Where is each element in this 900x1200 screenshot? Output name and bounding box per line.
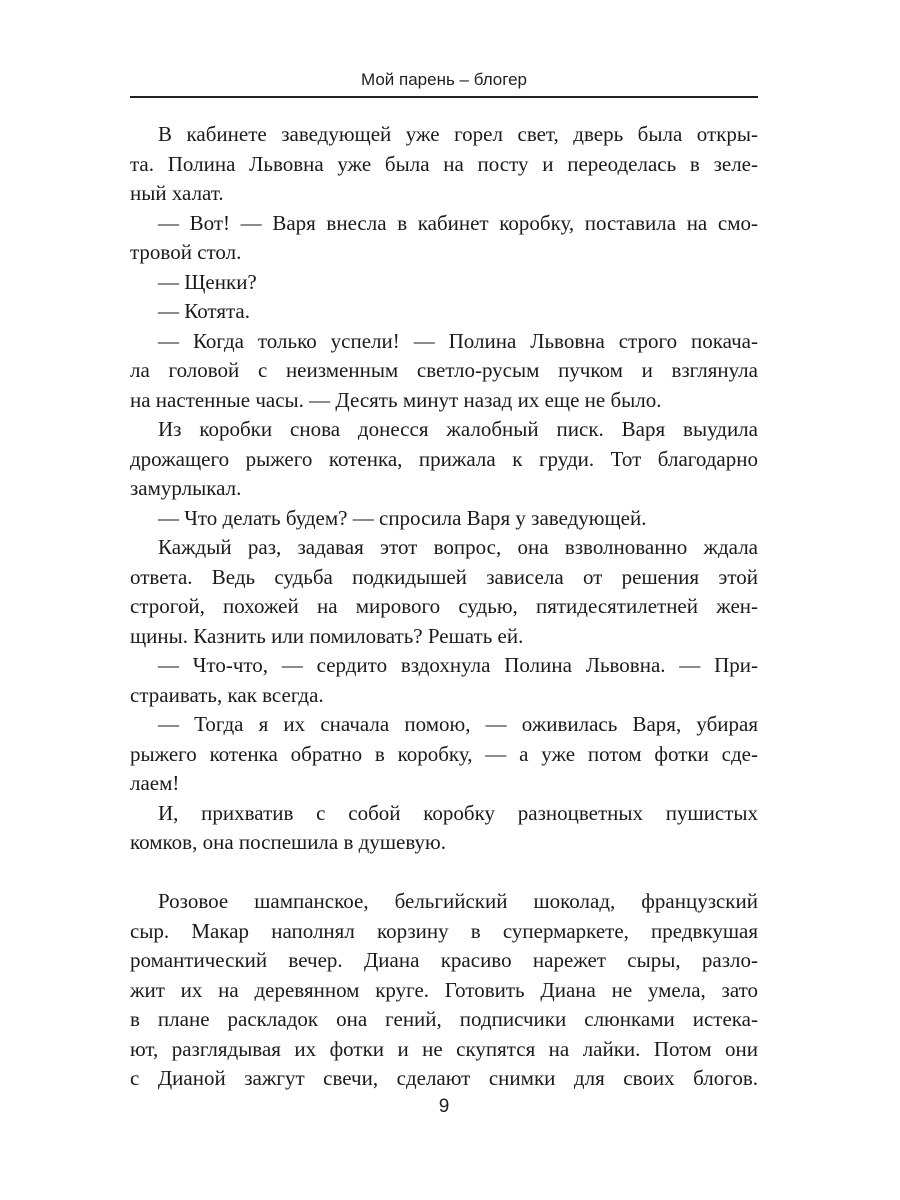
text-line: — Вот! — Варя внесла в кабинет коробку, поставила на смо- [158,210,758,235]
text-line: в плане раскладок она гений, подписчики слюнками истека- [130,1007,758,1031]
text-line: — Когда только успели! — Полина Львовна строго покача- [158,328,758,353]
text-line: романтический вечер. Диана красиво нарежет сыры, разло- [130,948,758,972]
body-text [130,120,758,1094]
text-line: ла головой с неизменным светло-русым пучком и взглянула [130,358,758,382]
text-line: — Котята. [158,299,250,323]
text-line: сыр. Макар наполнял корзину в супермаркете, предвкушая [130,918,758,943]
text-line: тровой стол. [130,240,242,264]
text-line: — Щенки? [158,269,257,294]
text-line: ют, разглядывая их фотки и не скупятся на лайки. Потом они [130,1036,758,1061]
text-line: И, прихватив с собой коробку разноцветных пушистых [158,800,758,825]
text-line: Розовое шампанское, бельгийский шоколад, французский [158,889,758,913]
running-head: Мой парень – блогер [360,70,527,89]
text-line: Из коробки снова донесся жалобный писк. Варя выудила [158,417,758,441]
header-rule [130,96,758,98]
text-line: рыжего котенка обратно в коробку, — а уже потом фотки сде- [130,741,758,766]
text-line: дрожащего рыжего котенка, прижала к груди. Тот благодарно [130,446,758,471]
page-number: 9 [438,1096,450,1117]
section-break [130,858,758,888]
text-line: — Что делать будем? — спросила Варя у заведующей. [158,505,647,530]
text-line: — Тогда я их сначала помою, — оживилась Варя, убирая [158,712,758,736]
text-line: на настенные часы. — Десять минут назад их еще не было. [130,387,662,412]
text-line: с Дианой зажгут свечи, сделают снимки для своих блогов. [130,1066,758,1090]
text-line: — Что-что, — сердито вздохнула Полина Львовна. — При- [158,653,758,677]
text-line: ответа. Ведь судьба подкидышей зависела от решения этой [130,564,758,589]
text-line: та. Полина Львовна уже была на посту и переоделась в зеле- [130,151,758,176]
text-line: страивать, как всегда. [130,682,324,707]
text-line: Каждый раз, задавая этот вопрос, она взволнованно ждала [158,535,758,559]
text-line: комков, она поспешила в душевую. [130,830,446,854]
text-line: жит их на деревянном круге. Готовить Диана не умела, зато [130,977,758,1002]
text-line: ный халат. [130,181,224,205]
text-line: В кабинете заведующей уже горел свет, дверь была откры- [158,122,758,146]
text-line: лаем! [130,771,180,795]
text-line: строгой, похожей на мирового судью, пятидесятилетней жен- [130,594,758,618]
text-line: замурлыкал. [130,476,242,500]
text-line: щины. Казнить или помиловать? Решать ей. [130,623,524,648]
